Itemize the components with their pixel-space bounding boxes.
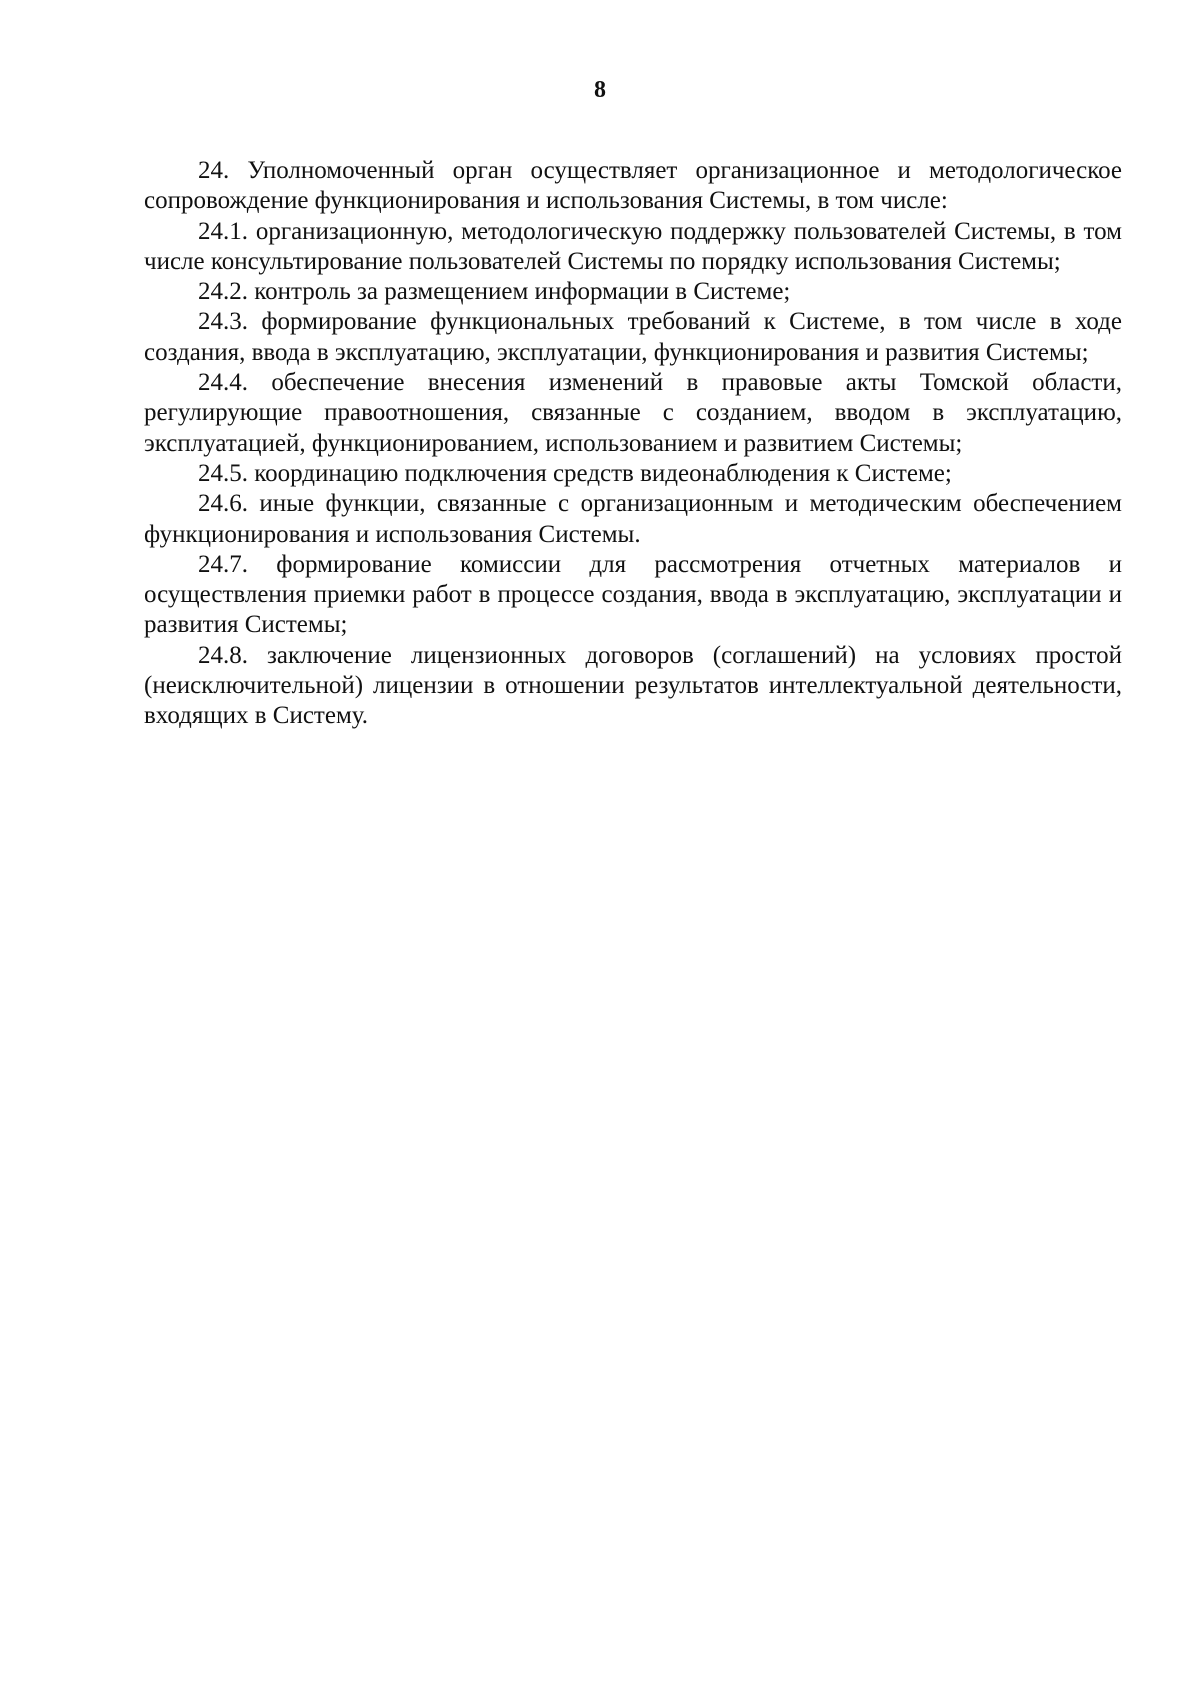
paragraph-24-2: 24.2. контроль за размещением информации в Системе; (198, 278, 791, 306)
paragraph-24-1: 24.1. организационную, методологическую поддержку пользователей Системы, в том числе консультирование пользователей Системы по порядку использования Системы; (144, 217, 1122, 275)
page-number: 8 (594, 77, 606, 103)
paragraph-24: 24. Уполномоченный орган осуществляет организационное и методологическое сопровождение функционирования и использования Системы, в том числе: (144, 157, 1122, 215)
paragraph-24-3: 24.3. формирование функциональных требований к Системе, в том числе в ходе создания, ввода в эксплуатацию, эксплуатации, функционирования и развития Системы; (144, 308, 1122, 366)
paragraph-24-8: 24.8. заключение лицензионных договоров (соглашений) на условиях простой (неисключительной) лицензии в отношении результатов интеллектуальной деятельности, входящих в Систему. (144, 641, 1122, 730)
paragraph-24-6: 24.6. иные функции, связанные с организационным и методическим обеспечением функционирования и использования Системы. (144, 490, 1122, 548)
paragraph-24-4: 24.4. обеспечение внесения изменений в правовые акты Томской области, регулирующие правоотношения, связанные с созданием, вводом в эксплуатацию, эксплуатацией, функционированием, использованием и развитием Системы; (144, 369, 1122, 457)
document-body (144, 156, 1122, 732)
paragraph-24-7: 24.7. формирование комиссии для рассмотрения отчетных материалов и осуществления приемки работ в процессе создания, ввода в эксплуатацию, эксплуатации и развития Системы; (144, 550, 1122, 639)
paragraph-24-5: 24.5. координацию подключения средств видеонаблюдения к Системе; (198, 459, 952, 487)
